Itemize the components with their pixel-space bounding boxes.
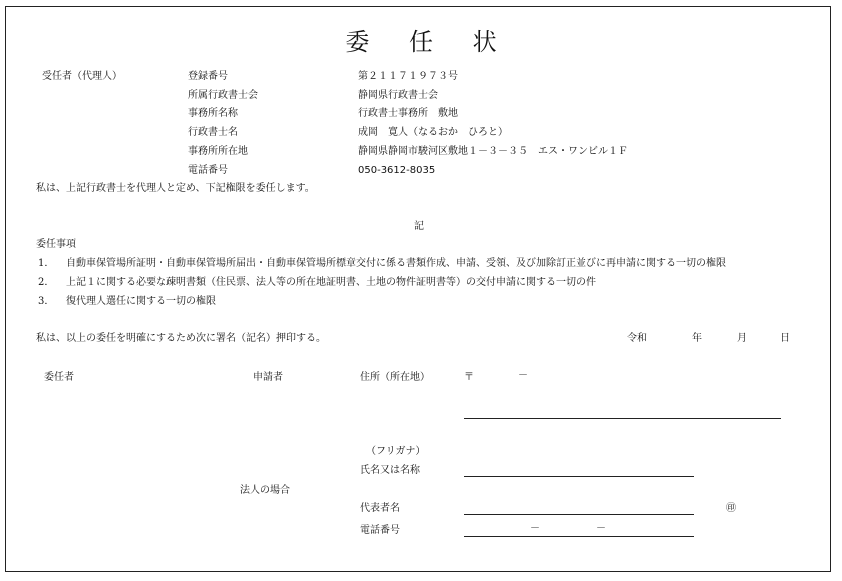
agent-label-office-address: 事務所所在地: [188, 146, 248, 157]
corporate-case-label: 法人の場合: [240, 485, 290, 496]
matters-heading: 委任事項: [36, 239, 76, 250]
furigana-label: （フリガナ）: [366, 446, 426, 457]
phone-dash: －: [596, 523, 606, 534]
matter-text: 復代理人選任に関する一切の権限: [66, 296, 216, 307]
matter-text: 自動車保管場所証明・自動車保管場所届出・自動車保管場所標章交付に係る書類作成、申請、受領、及び加除訂正並びに再申請に関する一切の権限: [66, 258, 726, 269]
document-title: 委 任 状: [345, 28, 513, 56]
agent-label-phone: 電話番号: [188, 165, 228, 176]
address-label: 住所（所在地）: [360, 372, 430, 383]
address-field-line[interactable]: [464, 418, 781, 419]
agent-value-office-address: 静岡県静岡市駿河区敷地１－３－３５ エス・ワンビル１Ｆ: [358, 146, 628, 157]
phone-dash: －: [530, 523, 540, 534]
matter-number: 3．: [38, 296, 55, 307]
postal-mark: 〒: [464, 372, 474, 383]
name-label: 氏名又は名称: [360, 465, 420, 476]
principal-heading: 委任者: [44, 372, 74, 383]
agent-value-association: 静岡県行政書士会: [358, 90, 438, 101]
agent-label-registration: 登録番号: [188, 71, 228, 82]
agent-label-name: 行政書士名: [188, 127, 238, 138]
agent-value-name: 成岡 寛人（なるおか ひろと）: [358, 127, 508, 138]
seal-mark: ㊞: [726, 503, 736, 514]
ki-heading: 記: [414, 221, 424, 232]
agent-value-office-name: 行政書士事務所 敷地: [358, 108, 458, 119]
matter-number: 1．: [38, 258, 55, 269]
matter-text: 上記１に関する必要な疎明書類（住民票、法人等の所在地証明書、土地の物件証明書等）の交付申請に関する一切の件: [66, 277, 596, 288]
date-month: 月: [737, 333, 747, 344]
postal-dash: －: [518, 370, 528, 381]
agent-value-phone: 050-3612-8035: [358, 165, 436, 176]
name-field-line[interactable]: [464, 476, 694, 477]
date-year: 年: [692, 333, 702, 344]
principal-phone-label: 電話番号: [360, 525, 400, 536]
agent-label-association: 所属行政書士会: [188, 90, 258, 101]
delegation-statement: 私は、上記行政書士を代理人と定め、下記権限を委任します。: [36, 183, 315, 194]
matter-number: 2．: [38, 277, 55, 288]
representative-label: 代表者名: [360, 503, 400, 514]
date-era: 令和: [627, 333, 647, 344]
applicant-label: 申請者: [253, 372, 283, 383]
representative-field-line[interactable]: [464, 514, 694, 515]
signature-statement: 私は、以上の委任を明確にするため次に署名（記名）押印する。: [36, 333, 326, 344]
agent-label-office-name: 事務所名称: [188, 108, 238, 119]
phone-field-line[interactable]: [464, 536, 694, 537]
agent-heading: 受任者（代理人）: [42, 71, 122, 82]
date-day: 日: [780, 333, 790, 344]
agent-value-registration: 第２１１７１９７３号: [358, 71, 458, 82]
